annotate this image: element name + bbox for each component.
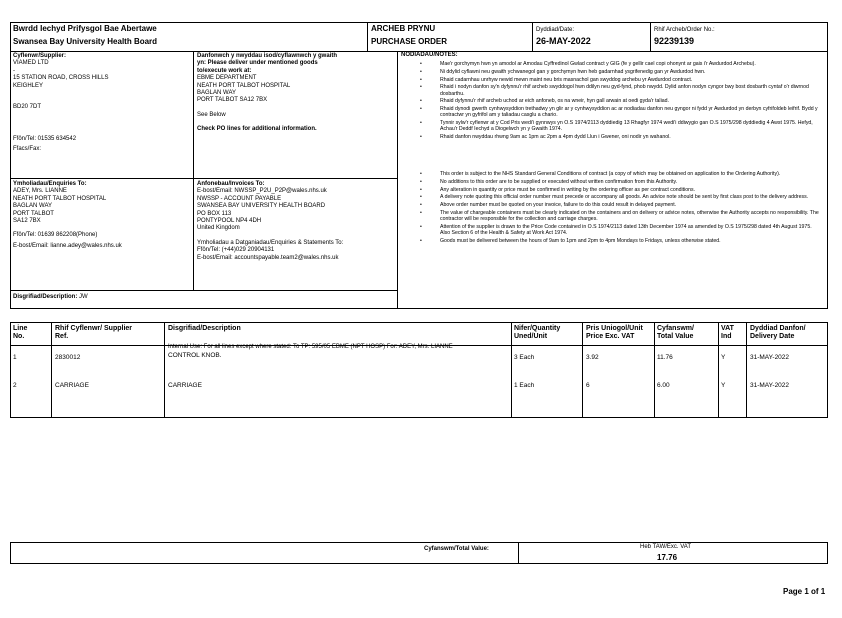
- note-item: • A delivery note quoting this official order number must precede or accompany all goods. An advice note should be sent by first class post to the delivery address.: [420, 194, 809, 201]
- col-header-total: Cyfanswm/ Total Value: [657, 325, 694, 340]
- col-divider: [164, 322, 165, 418]
- deliver-label: Danfonwch y nwyddau isod/cyflawnwch y gwaith: [197, 53, 338, 59]
- notes-en-list: [420, 171, 820, 246]
- org-name-en: Swansea Bay University Health Board: [13, 37, 158, 46]
- enquiries-line: Ffôn/Tel: 01639 862208(Phone): [13, 232, 98, 239]
- page-number: Page 1 of 1: [783, 587, 826, 596]
- row-description: CONTROL KNOB.: [168, 352, 222, 359]
- lines-table: [10, 322, 828, 418]
- supplier-line: Ffacs/Fax:: [13, 146, 42, 153]
- col-divider: [746, 322, 747, 418]
- supplier-line: VIAMED LTD: [13, 60, 49, 67]
- org-name-cy: Bwrdd Iechyd Prifysgol Bae Abertawe: [13, 24, 157, 33]
- invoices-line: PONTYPOOL NP4 4DH: [197, 218, 262, 225]
- invoices-line: SWANSEA BAY UNIVERSITY HEALTH BOARD: [197, 203, 326, 210]
- note-item: • No additions to this order are to be supplied or executed without written confirmation from this Authority.: [420, 178, 678, 185]
- invoices-line: Ffôn/Tel: (+44)029 20904131: [197, 247, 275, 254]
- date-value: 26-MAY-2022: [536, 36, 591, 46]
- address-footer-divider: [10, 290, 398, 291]
- totals-label: Cyfanswm/Total Value:: [424, 546, 489, 552]
- deliver-check-note: Check PO lines for additional information.: [197, 126, 317, 133]
- invoices-line: E-bost/Email: NWSSP_P2U_P2P@wales.nhs.uk: [197, 188, 327, 195]
- date-label: Dyddiad/Date:: [536, 27, 575, 33]
- row-supplier-ref: CARRIAGE: [55, 382, 89, 389]
- enquiries-line: BAGLAN WAY: [13, 203, 53, 210]
- col-header-description: Disgrifiad/Description: [168, 325, 241, 332]
- row-vat: Y: [721, 354, 726, 361]
- totals-divider: [518, 542, 519, 564]
- deliver-line: NEATH PORT TALBOT HOSPITAL: [197, 82, 291, 89]
- row-unit-price: 3.92: [586, 354, 599, 361]
- note-item: • Rhaid i nodyn danfon sy'n dyfynnu'r rhif archeb swyddogol hwn ddilyn neu gyd-fynd, phob nwydd. Dylid anfon nodyn cyngor bwy bost dosbarth cyntaf o'r diwrnod dosbarthu.: [420, 84, 809, 97]
- col-divider: [654, 322, 655, 418]
- enquiries-line: E-bost/Email: lianne.adey@wales.nhs.uk: [13, 242, 122, 249]
- note-item: • Rhaid cadarnhau unrhyw newid mewn maint neu bris masnachol gan swyddog archebu yr Awdurdod contract.: [420, 76, 693, 83]
- invoices-line: United Kingdom: [197, 225, 240, 232]
- col-header-line: Line No.: [13, 325, 28, 340]
- invoices-line: Ymholiadau a Datganiadau/Enquiries & Statements To:: [197, 239, 344, 246]
- enquiries-line: SA12 7BX: [13, 218, 41, 225]
- note-item: • Rhaid danfon nwyddau rhwng 9am ac 1pm ac 2pm a 4pm dydd Llun i Gwener, oni nodir yn wahanol.: [420, 134, 671, 141]
- note-item: • Mae'r gorchymyn hwn yn amodol ar Amodau Cyffredinol Gwlad contract y GIG (fe y gellir cael copi ohonynt ar gais i'r Awdurdod Archebu).: [420, 61, 756, 67]
- enquiries-block: [13, 181, 189, 250]
- supplier-label: Cyflenwr/Supplier:: [13, 53, 67, 59]
- row-delivery-date: 31-MAY-2022: [750, 354, 790, 361]
- supplier-line: 15 STATION ROAD, CROSS HILLS: [13, 75, 109, 82]
- note-item: • Rhaid dyfynnu'r rhif archeb uchod ar eich anfoneb, os na wneir, hyn gall arwain at oedi gyda'r taliad.: [420, 98, 669, 105]
- note-item: • Rhaid dynodi gwerth cynhwysyddion trethadwy yn glir ar y cynhwysyddion ac ar nodiadau danfon neu gyngor ni fydd yr Awdurdod yn derbyn cyfrifoldeb leifrif. Bydd y contractwr yn gyfrifol am y taliadau casglu a chario.: [420, 106, 818, 119]
- doc-title-cy: ARCHEB PRYNU: [371, 24, 436, 33]
- order-no-label: Rhif Archeb/Order No.:: [654, 27, 715, 33]
- col-divider: [718, 322, 719, 418]
- row-unit-price: 6: [586, 382, 590, 389]
- row-total: 6.00: [657, 382, 670, 389]
- deliver-label: yn: Please deliver under mentioned goods: [197, 60, 318, 67]
- notes-cy-list: [420, 61, 820, 142]
- totals-exc-vat-label: Heb TAW/Exc. VAT: [640, 544, 692, 550]
- note-item: • Tynnir sylw'r cyflenwr at y Cod Pris wedi'i gynnwys yn O.S 1974/2113 dyddiedig 13 Rhagfyr 1974 wedi'i ddiwygio gan O.S 1975/298 dyddiedig 4 Awst 1975. Hefyd, Achau'r Deddf Iechyd a Diogelwch yn y Gwaith 1974.: [420, 120, 813, 133]
- col-header-quantity: Nifer/Quantity Uned/Unit: [514, 325, 561, 340]
- col-divider: [582, 322, 583, 418]
- col-header-delivery-date: Dyddiad Danfon/ Delivery Date: [750, 325, 806, 340]
- col-divider: [51, 322, 52, 418]
- description-value: JW: [79, 294, 88, 300]
- totals-box: [10, 542, 828, 564]
- deliver-line: EBME DEPARTMENT: [197, 75, 257, 82]
- address-vdivider: [193, 51, 194, 291]
- col-header-unit-price: Pris Uniogol/Unit Price Exc. VAT: [586, 325, 643, 340]
- supplier-line: -: [13, 67, 15, 74]
- deliver-line: BAGLAN WAY: [197, 90, 237, 97]
- supplier-line: [13, 90, 189, 97]
- row-line-no: 1: [13, 354, 17, 361]
- row-description: CARRIAGE: [168, 382, 202, 389]
- enquiries-line: PORT TALBOT: [13, 210, 54, 217]
- internal-use-note: Internal Use: For all lines except where stated: To TP: 595/05 EBME (NPT HOSP) For: ADEY, Mrs. LIANNE: [168, 344, 453, 350]
- row-quantity: 3 Each: [514, 354, 535, 361]
- supplier-block: [13, 53, 189, 154]
- row-vat: Y: [721, 382, 726, 389]
- note-item: • Any alteration in quantity or price must be confirmed in writing by the ordering officer as per contract conditions.: [420, 186, 696, 193]
- enquiries-label: Ymholiadau/Enquiries To:: [13, 181, 87, 187]
- order-no-value: 92239139: [654, 36, 695, 46]
- note-item: • Goods must be delivered between the hours of 9am to 1pm and 2pm to 4pm Mondays to Fridays, unless otherwise stated.: [420, 237, 721, 244]
- row-quantity: 1 Each: [514, 382, 535, 389]
- deliver-line: See Below: [197, 111, 226, 118]
- row-line-no: 2: [13, 382, 17, 389]
- invoices-line: PO BOX 113: [197, 210, 232, 217]
- totals-value: 17.76: [657, 553, 678, 562]
- note-item: • Attention of the supplier is drawn to the Price Code contained in O.S 1974/2113 dated 13th December 1974 as amended by O.S 1975/298 dated 4th August 1975. Also Section 6 of the Health & Safety at Work Act 1974.: [420, 223, 812, 237]
- row-total: 11.76: [657, 354, 673, 361]
- deliver-label: to/execute work at:: [197, 67, 252, 74]
- note-item: • The value of chargeable containers must be clearly indicated on the containers and on delivery or advice notes, otherwise the Authority accepts no responsibility. The contractor will be responsible for the collection and carriage charges.: [420, 209, 819, 223]
- invoices-block: [197, 181, 395, 262]
- row-delivery-date: 31-MAY-2022: [750, 382, 790, 389]
- supplier-line: KEIGHLEY: [13, 82, 44, 89]
- deliver-line: PORT TALBOT SA12 7BX: [197, 97, 268, 104]
- invoices-line: E-bost/Email: accountspayable.team2@wales.nhs.uk: [197, 254, 339, 261]
- note-item: • Above order number must be quoted on your invoice, failure to do this could result in delayed payment.: [420, 202, 677, 209]
- notes-label: NODIADAU/NOTES:: [401, 52, 458, 58]
- supplier-line: BD20 7DT: [13, 104, 42, 111]
- description-footer: [13, 294, 88, 301]
- invoices-line: NWSSP - ACCOUNT PAYABLE: [197, 195, 282, 202]
- address-hdivider: [10, 178, 398, 179]
- supplier-line: Ffôn/Tel: 01535 634542: [13, 135, 77, 142]
- note-item: • Ni ddylid cyflawni neu gwaith ychwanegol gan y gorchymyn hwn heb gadarnhad ysgrifenedig gan yr Awdurdod hwn.: [420, 68, 706, 75]
- enquiries-line: NEATH PORT TALBOT HOSPITAL: [13, 195, 107, 202]
- note-item: • This order is subject to the NHS Standard General Conditions of contract (a copy of which may be obtained on application to the Ordering Authority).: [420, 171, 781, 177]
- invoices-label: Anfonebau/Invoices To:: [197, 181, 265, 187]
- col-header-supplier-ref: Rhif Cyflenwr/ Supplier Ref.: [55, 325, 133, 340]
- description-label: Disgrifiad/Description:: [13, 294, 78, 300]
- col-header-vat: VAT Ind: [721, 325, 734, 340]
- deliver-block: [197, 53, 395, 134]
- doc-title-en: PURCHASE ORDER: [371, 37, 448, 46]
- enquiries-line: ADEY, Mrs. LIANNE: [13, 188, 67, 195]
- col-divider: [511, 322, 512, 418]
- row-supplier-ref: 2830012: [55, 354, 81, 361]
